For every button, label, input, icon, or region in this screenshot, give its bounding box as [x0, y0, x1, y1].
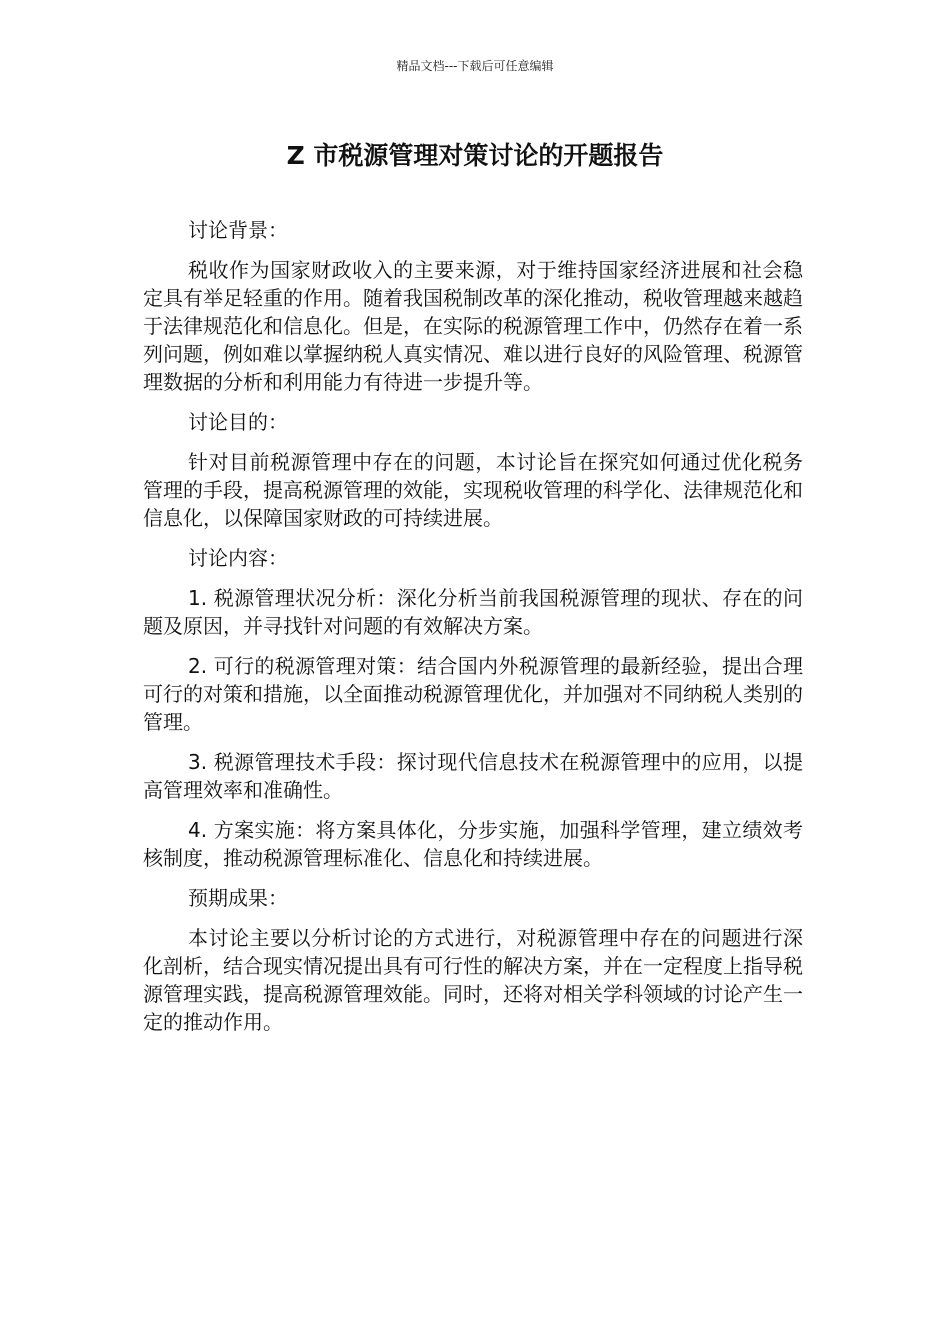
content-item-3: 3. 税源管理技术手段：探讨现代信息技术在税源管理中的应用，以提高管理效率和准确性。: [143, 750, 803, 802]
outcome-heading: 预期成果：: [188, 886, 288, 910]
content-item-4: 4. 方案实施：将方案具体化，分步实施，加强科学管理，建立绩效考核制度，推动税源管理标准化、信息化和持续进展。: [143, 818, 803, 870]
content-item-2: 2. 可行的税源管理对策：结合国内外税源管理的最新经验，提出合理可行的对策和措施，以全面推动税源管理优化，并加强对不同纳税人类别的管理。: [143, 654, 803, 734]
content-item-1: 1. 税源管理状况分析：深化分析当前我国税源管理的现状、存在的问题及原因，并寻找针对问题的有效解决方案。: [143, 586, 803, 638]
purpose-heading: 讨论目的：: [188, 410, 288, 434]
background-paragraph: 税收作为国家财政收入的主要来源，对于维持国家经济进展和社会稳定具有举足轻重的作用。随着我国税制改革的深化推动，税收管理越来越趋于法律规范化和信息化。但是，在实际的税源管理工作中，仍然存在着一系列问题，例如难以掌握纳税人真实情况、难以进行良好的风险管理、税源管理数据的分析和利用能力有待进一步提升等。: [143, 258, 803, 394]
document-body: [143, 216, 803, 1048]
content-heading: 讨论内容：: [188, 546, 288, 570]
purpose-paragraph: 针对目前税源管理中存在的问题，本讨论旨在探究如何通过优化税务管理的手段，提高税源管理的效能，实现税收管理的科学化、法律规范化和信息化，以保障国家财政的可持续进展。: [143, 450, 803, 530]
background-heading: 讨论背景：: [188, 218, 288, 242]
outcome-paragraph: 本讨论主要以分析讨论的方式进行，对税源管理中存在的问题进行深化剖析，结合现实情况提出具有可行性的解决方案，并在一定程度上指导税源管理实践，提高税源管理效能。同时，还将对相关学科领域的讨论产生一定的推动作用。: [143, 926, 803, 1034]
document-title: Z 市税源管理对策讨论的开题报告: [286, 141, 664, 170]
header-note: 精品文档---下载后可任意编辑: [396, 59, 554, 73]
